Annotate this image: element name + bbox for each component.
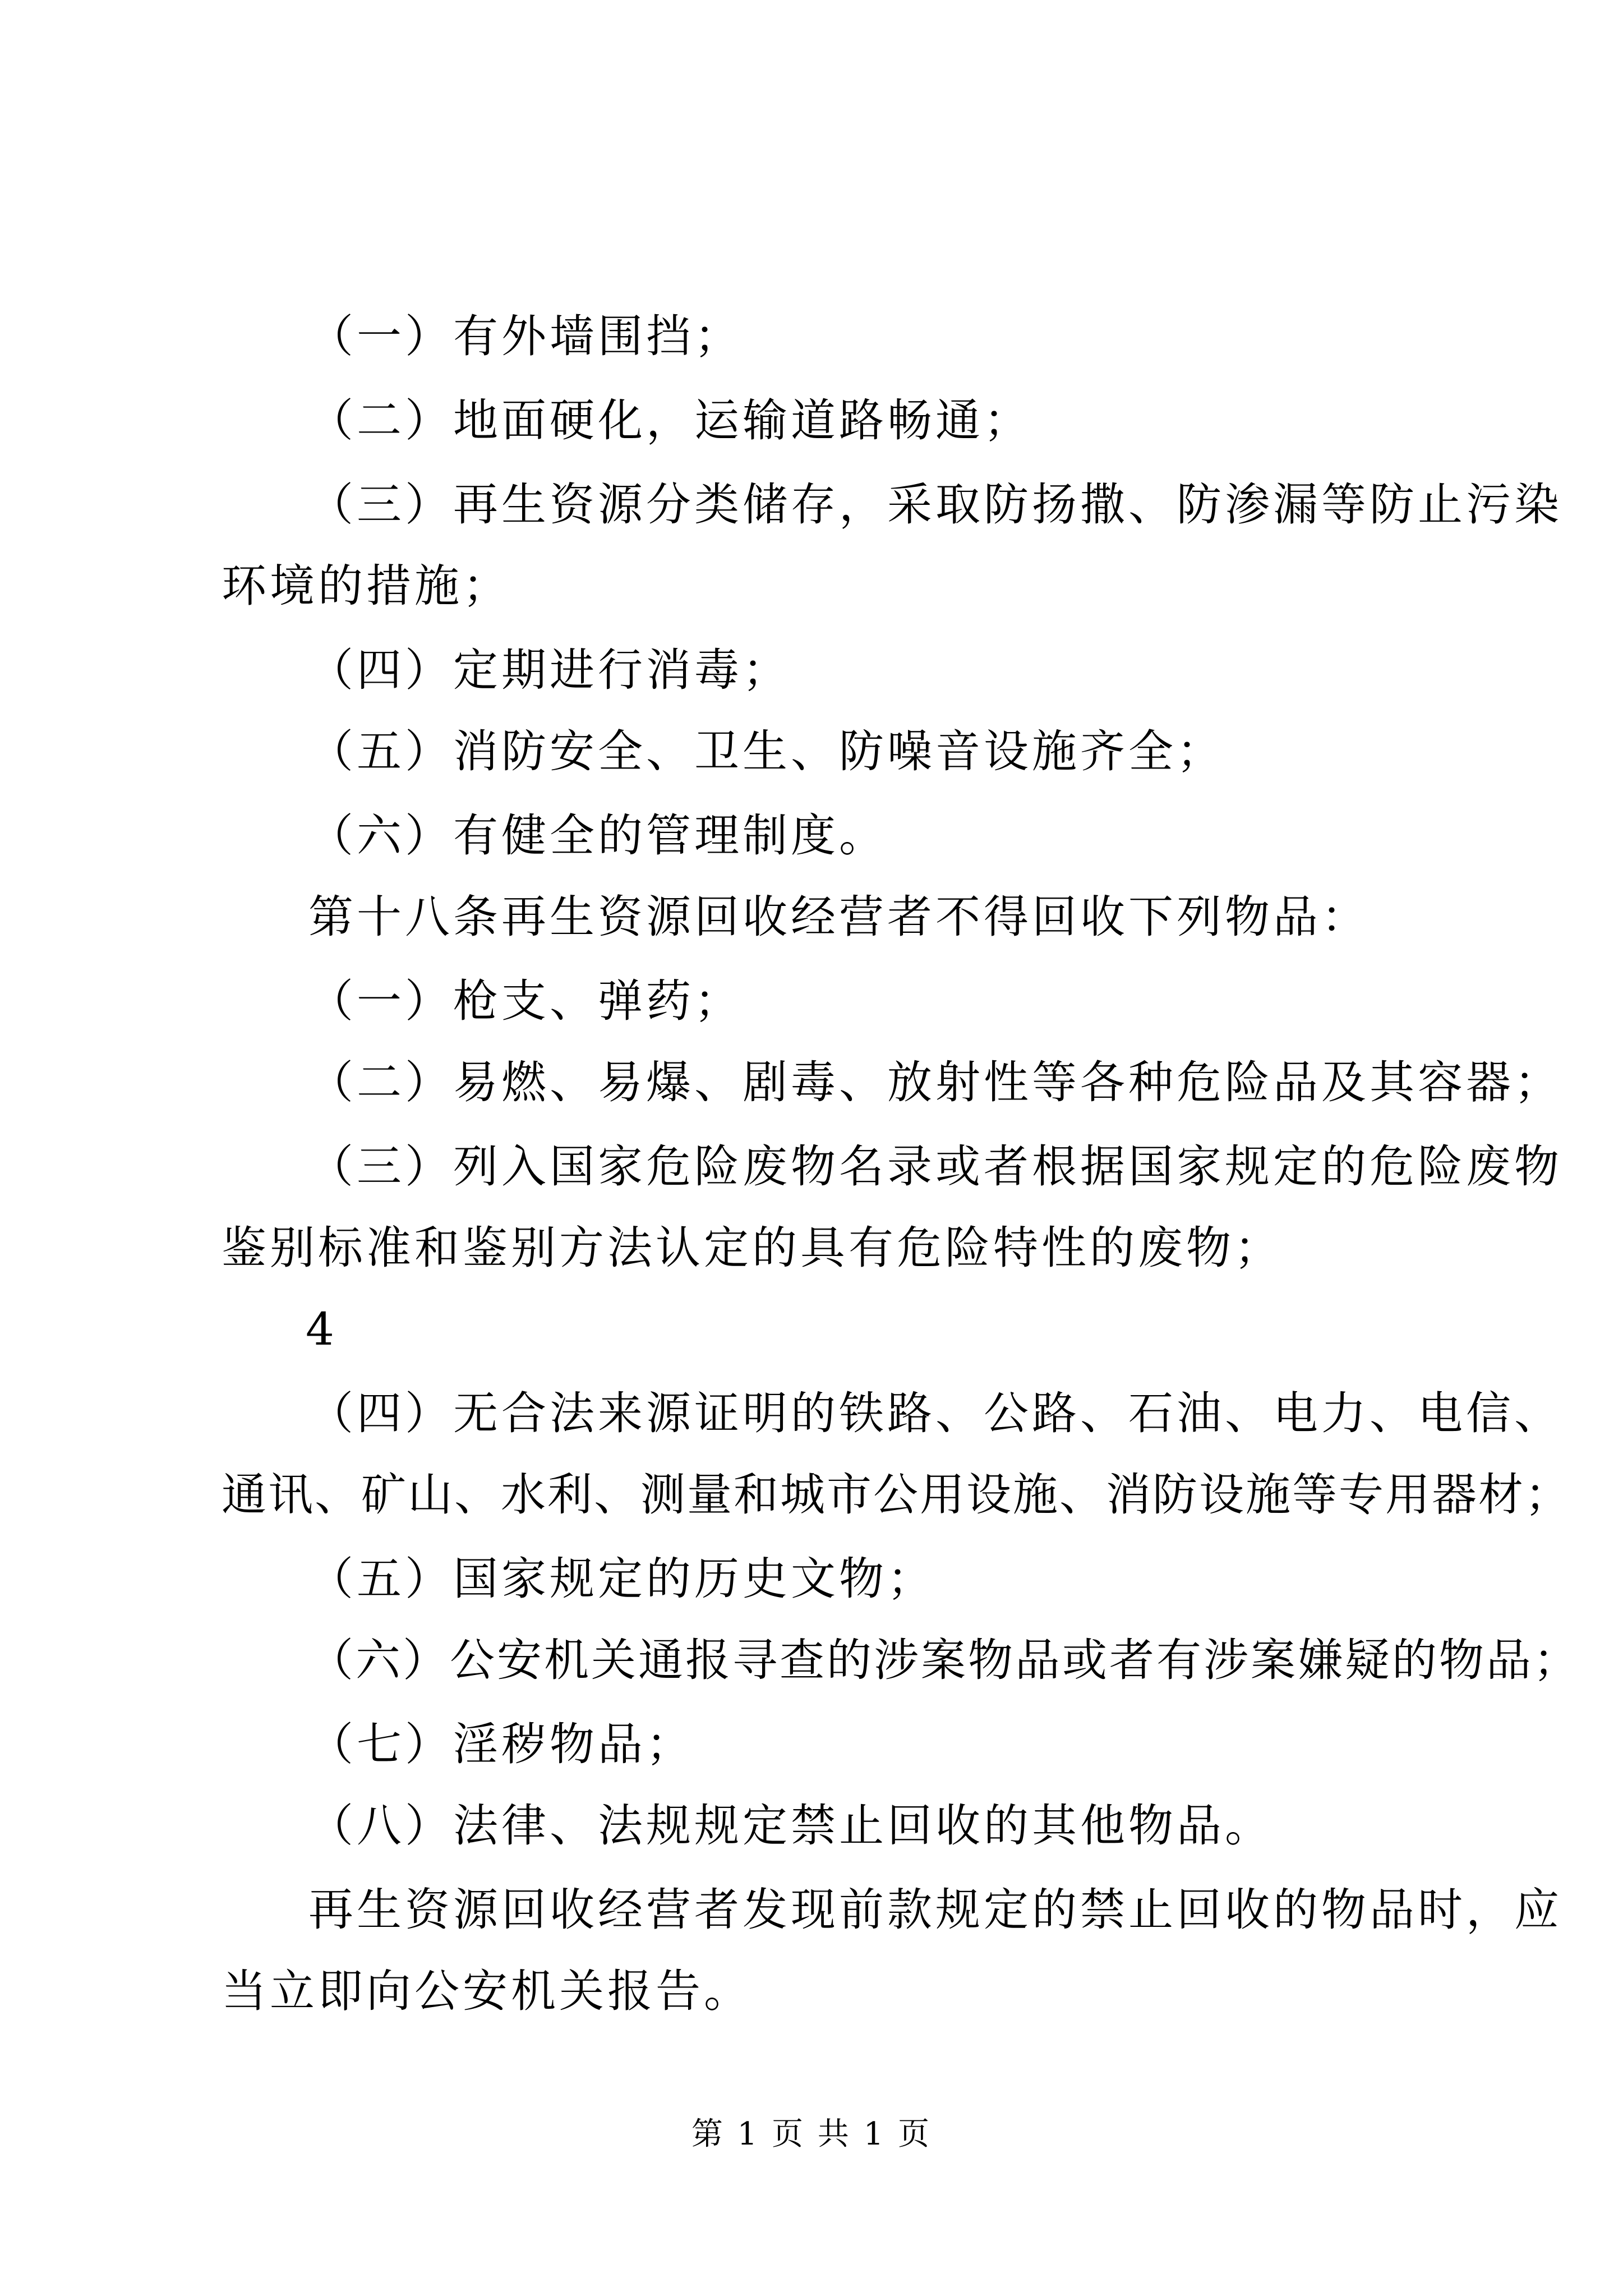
list-item: （七）淫秽物品； [308, 1718, 694, 1770]
article-heading: 第十八条再生资源回收经营者不得回收下列物品： [308, 891, 1370, 943]
list-item-continuation: 鉴别标准和鉴别方法认定的具有危险特性的废物； [222, 1222, 1283, 1274]
list-item: （一）有外墙围挡； [308, 310, 743, 362]
list-item: （六）公安机关通报寻查的涉案物品或者有涉案嫌疑的物品； [308, 1634, 1580, 1686]
list-item: （一）枪支、弹药； [308, 975, 743, 1027]
list-item: （六）有健全的管理制度。 [308, 809, 887, 862]
page-footer: 第 1 页 共 1 页 [691, 2116, 932, 2152]
list-item: （三）列入国家危险废物名录或者根据国家规定的危险废物 [308, 1140, 1562, 1193]
list-item: （三）再生资源分类储存，采取防扬撒、防渗漏等防止污染 [308, 478, 1562, 531]
list-item-continuation: 通讯、矿山、水利、测量和城市公用设施、消防设施等专用器材； [222, 1469, 1571, 1521]
page-number-marker: 4 [306, 1303, 338, 1355]
list-item: （五）消防安全、卫生、防噪音设施齐全； [308, 725, 1225, 777]
list-item: （五）国家规定的历史文物； [308, 1553, 935, 1605]
paragraph: 再生资源回收经营者发现前款规定的禁止回收的物品时，应 [308, 1884, 1562, 1936]
paragraph-continuation: 当立即向公安机关报告。 [222, 1965, 752, 2017]
list-item: （八）法律、法规规定禁止回收的其他物品。 [308, 1800, 1273, 1852]
list-item: （二）地面硬化，运输道路畅通； [308, 394, 1032, 447]
list-item: （四）定期进行消毒； [308, 644, 791, 696]
list-item-continuation: 环境的措施； [222, 560, 511, 612]
list-item: （二）易燃、易爆、剧毒、放射性等各种危险品及其容器； [308, 1056, 1562, 1108]
list-item: （四）无合法来源证明的铁路、公路、石油、电力、电信、 [308, 1387, 1562, 1439]
